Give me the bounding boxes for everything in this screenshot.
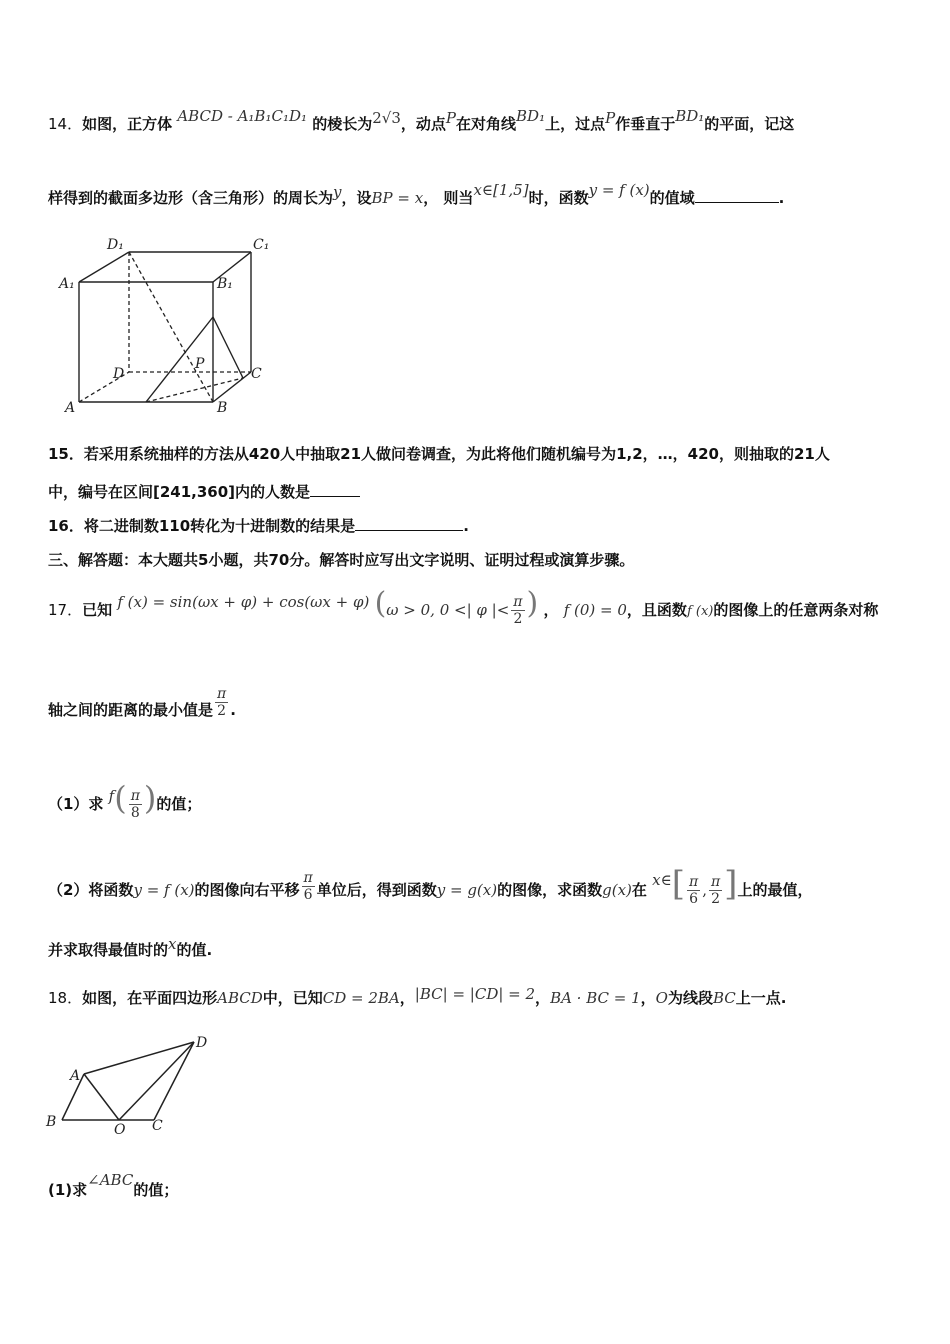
answer-blank <box>310 496 360 497</box>
q14-line2: 样得到的截面多边形（含三角形）的周长为y，设BP = x， 则当x∈[1,5]时，函数y = f (x)的值域 . <box>48 181 785 207</box>
section-heading: 三、解答题：本大题共5小题，共70分。解答时应写出文字说明、证明过程或演算步骤。 <box>48 551 635 569</box>
diagonal-bd1 <box>129 252 213 402</box>
segment-ao <box>84 1074 119 1120</box>
edge-bc <box>213 372 251 402</box>
label-a1: A₁ <box>59 276 75 292</box>
label-b1: B₁ <box>217 276 233 292</box>
q18-part1: (1)求∠ABC的值； <box>48 1171 179 1199</box>
segment-cd <box>154 1042 194 1120</box>
q18-line1: 18．如图，在平面四边形ABCD中，已知CD = 2BA，|BC| = |CD| = 2，BA · BC = 1，O为线段BC上一点. <box>48 985 787 1007</box>
q16: 16．将二进制数110转化为十进制数的结果是 . <box>48 517 469 535</box>
label-c: C <box>251 366 262 382</box>
q17-part1: （1）求 f( $\frac{\pi}{8}$ )的值； <box>48 779 202 821</box>
label-o: O <box>114 1122 126 1138</box>
label-p: P <box>195 356 205 372</box>
label-b: B <box>46 1114 57 1130</box>
condition: ω > 0, 0 <| φ |< <box>386 601 510 619</box>
cube-name: ABCD - A₁B₁C₁D₁ <box>177 107 307 125</box>
label-d: D <box>196 1035 208 1051</box>
q15-line1: 15．若采用系统抽样的方法从420人中抽取21人做问卷调查，为此将他们随机编号为1,2，…，420，则抽取的21人 <box>48 445 830 463</box>
label-d1: D₁ <box>107 237 124 253</box>
q17-line2: 轴之间的距离的最小值是 $\frac{\pi}{2}$ . <box>48 686 236 719</box>
q17-line3: 并求取得最值时的x的值. <box>48 935 213 959</box>
quadrilateral-figure <box>44 1030 234 1140</box>
label-a: A <box>70 1068 81 1084</box>
cube-figure <box>55 232 285 422</box>
q15-line2: 中，编号在区间[241,360]内的人数是 <box>48 482 360 502</box>
answer-blank <box>355 530 463 531</box>
segment-od <box>119 1042 194 1120</box>
q14-line1: 14．如图，正方体 ABCD - A₁B₁C₁D₁ 的棱长为2√3，动点P在对角线BD₁上，过点P作垂直于BD₁的平面，记这 <box>48 107 795 133</box>
edge-a1d1 <box>79 252 129 282</box>
answer-blank <box>695 202 779 203</box>
label-a: A <box>65 400 76 416</box>
q17-line1: 17．已知 f (x) = sin(ωx + φ) + cos(ωx + φ) (ω > 0, 0 <| φ |< $\frac{\pi}{2}$ ) ， f (0) = 0，且函数f (x)的图像上的任意两条对称 <box>48 586 879 627</box>
segment-ad <box>84 1042 194 1074</box>
q17-part2: （2）将函数y = f (x)的图像向右平移 $\frac{\pi}{6}$ 单位后，得到函数y = g(x)的图像，求函数g(x)在 x∈[ $\frac{\pi}{6}$ , $\frac{\pi}{2}$ ]上的最值， <box>48 864 813 907</box>
edge-length: 2√3 <box>372 109 401 127</box>
function-definition: f (x) = sin(ωx + φ) + cos(ωx + φ) <box>117 593 370 611</box>
label-d: D <box>113 366 125 382</box>
section-edge-2 <box>213 317 243 378</box>
label-c: C <box>152 1118 163 1134</box>
q14-number: 14． <box>48 115 83 133</box>
label-b: B <box>217 400 228 416</box>
label-c1: C₁ <box>253 237 270 253</box>
